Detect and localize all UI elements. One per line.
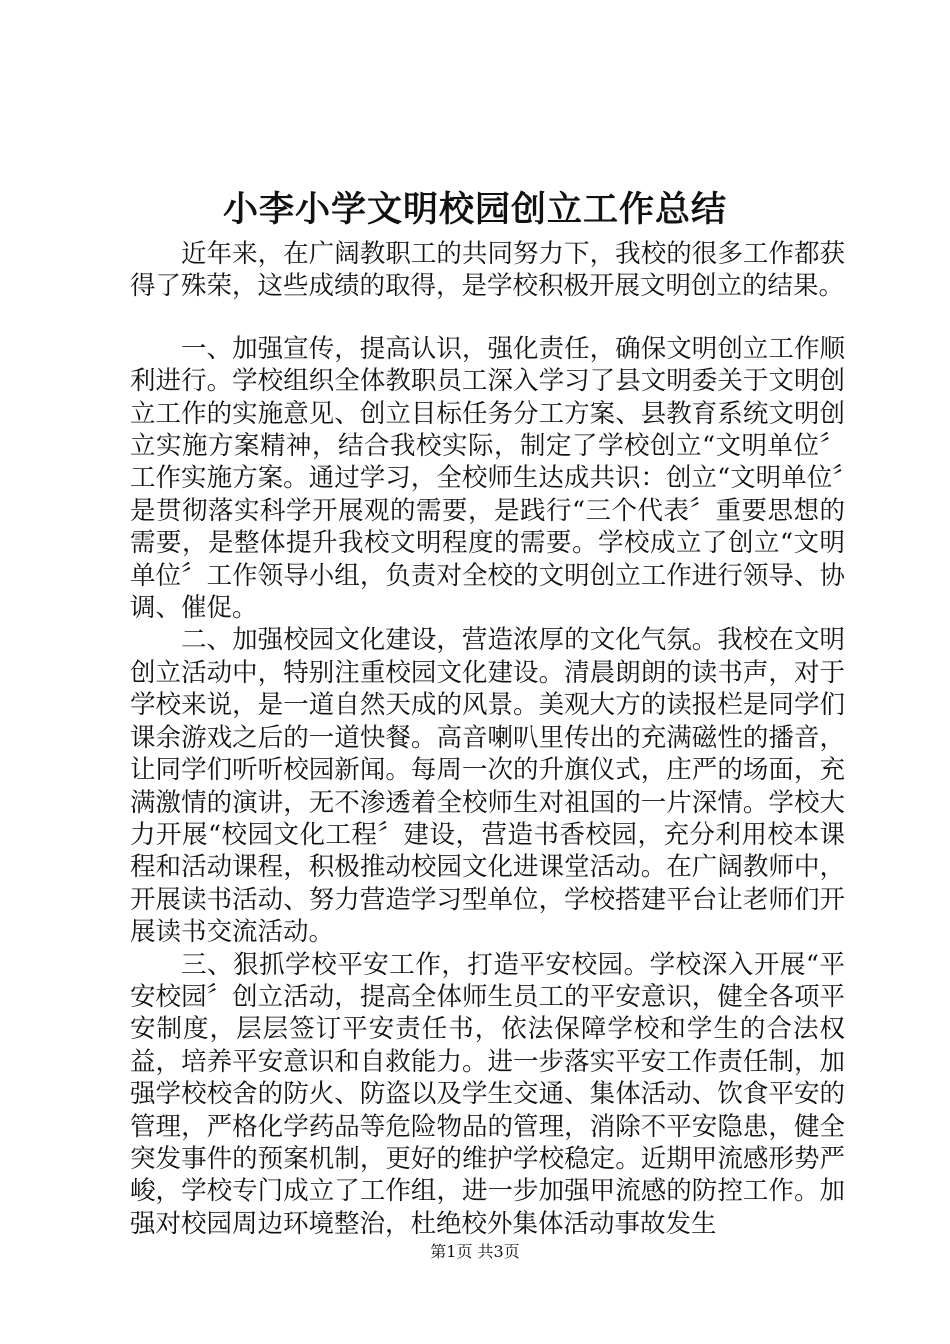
paragraph-section-2: 二、加强校园文化建设，营造浓厚的文化气氛。我校在文明创立活动中，特别注重校园文化建设。清晨朗朗的读书声，对于学校来说，是一道自然天成的风景。美观大方的读报栏是同学们课余游戏之后的一道快餐。高音喇叭里传出的充满磁性的播音，让同学们听听校园新闻。每周一次的升旗仪式，庄严的场面，充满激情的演讲，无不渗透着全校师生对祖国的一片深情。学校大力开展“校园文化工程〞建设，营造书香校园，充分利用校本课程和活动课程，积极推动校园文化进课堂活动。在广阔教师中，开展读书活动、努力营造学习型单位，学校搭建平台让老师们开展读书交流活动。 (130, 625, 845, 948)
paragraph-section-3: 三、狠抓学校平安工作，打造平安校园。学校深入开展“平安校园〞创立活动，提高全体师生员工的平安意识，健全各项平安制度，层层签订平安责任书，依法保障学校和学生的合法权益，培养平安意识和自救能力。进一步落实平安工作责任制，加强学校校舍的防火、防盗以及学生交通、集体活动、饮食平安的管理，严格化学药品等危险物品的管理，消除不平安隐患，健全突发事件的预案机制，更好的维护学校稳定。近期甲流感形势严峻，学校专门成立了工作组，进一步加强甲流感的防控工作。加强对校园周边环境整治，杜绝校外集体活动事故发生 (130, 949, 845, 1239)
document-body (130, 238, 845, 1240)
paragraph-section-1: 一、加强宣传，提高认识，强化责任，确保文明创立工作顺利进行。学校组织全体教职员工深入学习了县文明委关于文明创立工作的实施意见、创立目标任务分工方案、县教育系统文明创立实施方案精神，结合我校实际，制定了学校创立“文明单位〞工作实施方案。通过学习，全校师生达成共识：创立“文明单位〞是贯彻落实科学开展观的需要，是践行“三个代表〞重要思想的需要，是整体提升我校文明程度的需要。学校成立了创立“文明单位〞工作领导小组，负责对全校的文明创立工作进行领导、协调、催促。 (130, 333, 845, 624)
paragraph-intro: 近年来，在广阔教职工的共同努力下，我校的很多工作都获得了殊荣，这些成绩的取得，是学校积极开展文明创立的结果。 (130, 239, 845, 302)
page-number-footer: 第1页 共3页 (430, 1242, 520, 1261)
document-title: 小李小学文明校园创立工作总结 (222, 189, 727, 230)
